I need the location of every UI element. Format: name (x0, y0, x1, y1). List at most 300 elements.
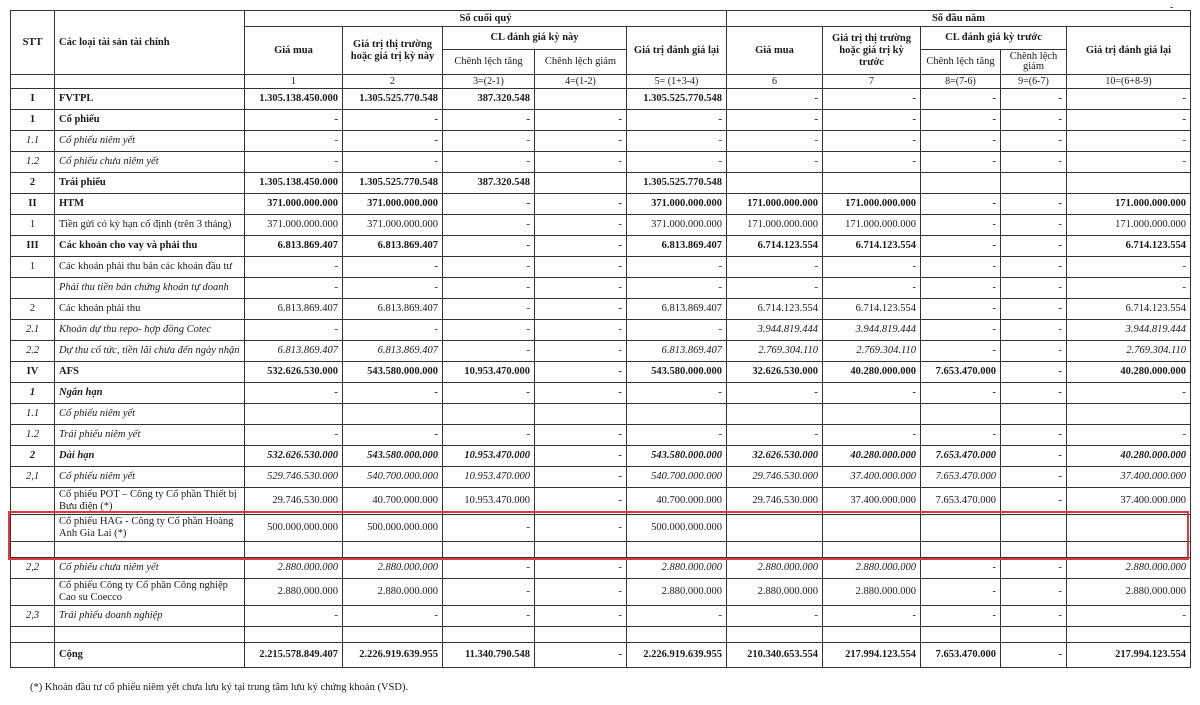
row-value: 32.626.530.000 (727, 446, 823, 467)
row-value: 2.880.000.000 (627, 558, 727, 579)
row-value: 387.320.548 (443, 173, 535, 194)
row-stt: 1 (11, 383, 55, 404)
row-value: - (1001, 362, 1067, 383)
row-value: 2.880.000.000 (727, 558, 823, 579)
row-value: 2.769.304.110 (823, 341, 921, 362)
row-value: - (727, 383, 823, 404)
table-row (11, 110, 1191, 131)
header-increase: Chênh lệch tăng (443, 50, 535, 75)
row-stt (11, 643, 55, 668)
row-stt: III (11, 236, 55, 257)
row-value (1001, 542, 1067, 558)
column-number: 10=(6+8-9) (1067, 75, 1191, 89)
row-value: - (921, 152, 1001, 173)
row-value: - (443, 299, 535, 320)
row-value: 171.000.000.000 (823, 215, 921, 236)
row-value: - (535, 606, 627, 627)
row-value: 7.653.470.000 (921, 446, 1001, 467)
row-value: - (443, 278, 535, 299)
row-value: 6.813.869.407 (245, 299, 343, 320)
row-value (343, 627, 443, 643)
row-value (443, 404, 535, 425)
row-value (727, 515, 823, 542)
row-value: - (245, 152, 343, 173)
row-value: 11.340.790.548 (443, 643, 535, 668)
row-value: 6.714.123.554 (727, 236, 823, 257)
row-name: Phải thu tiền bán chứng khoán tự doanh (55, 278, 245, 299)
row-value: - (1001, 558, 1067, 579)
row-name: Cổ phiếu niêm yết (55, 131, 245, 152)
row-value: - (535, 152, 627, 173)
row-value (727, 173, 823, 194)
row-name: Trái phiếu niêm yết (55, 425, 245, 446)
row-value: 6.813.869.407 (627, 236, 727, 257)
row-value: 1.305.525.770.548 (343, 89, 443, 110)
row-value: - (1001, 467, 1067, 488)
header-market-value-current: Giá trị thị trường hoặc giá trị kỳ này (343, 27, 443, 75)
header-start-year: Số đầu năm (727, 11, 1191, 27)
row-value (1001, 173, 1067, 194)
header-revalued: Giá trị đánh giá lại (627, 27, 727, 75)
row-value: - (823, 425, 921, 446)
row-name: HTM (55, 194, 245, 215)
row-value: - (727, 257, 823, 278)
row-value: 2.880.000.000 (343, 579, 443, 606)
row-value: 6.714.123.554 (727, 299, 823, 320)
row-value: - (245, 425, 343, 446)
table-row (11, 89, 1191, 110)
row-value: - (245, 278, 343, 299)
financial-assets-table (10, 10, 1191, 668)
row-value: - (245, 257, 343, 278)
row-value: 29.746.530.000 (727, 488, 823, 515)
row-value: - (627, 278, 727, 299)
row-value: - (535, 131, 627, 152)
row-value: 6.813.869.407 (627, 341, 727, 362)
row-value: 532.626.530.000 (245, 362, 343, 383)
row-value: 3.944.819.444 (823, 320, 921, 341)
row-value: 500.000.000.000 (343, 515, 443, 542)
row-value: 10.953.470.000 (443, 488, 535, 515)
row-value (245, 404, 343, 425)
row-value: - (1001, 194, 1067, 215)
row-value (727, 542, 823, 558)
row-value: - (443, 558, 535, 579)
table-row (11, 152, 1191, 173)
row-value (921, 404, 1001, 425)
row-value (921, 542, 1001, 558)
row-value: - (443, 341, 535, 362)
column-number: 8=(7-6) (921, 75, 1001, 89)
row-value (1001, 515, 1067, 542)
row-value: - (343, 383, 443, 404)
row-value: 40.280.000.000 (823, 362, 921, 383)
row-name: Cổ phiếu chưa niêm yết (55, 152, 245, 173)
row-value: - (921, 425, 1001, 446)
table-row (11, 236, 1191, 257)
row-value: - (823, 89, 921, 110)
table-row (11, 194, 1191, 215)
row-value: - (921, 606, 1001, 627)
row-value: 32.626.530.000 (727, 362, 823, 383)
row-value: - (823, 257, 921, 278)
row-value (535, 542, 627, 558)
row-value: - (727, 131, 823, 152)
row-value: 543.580.000.000 (627, 446, 727, 467)
row-value: - (535, 215, 627, 236)
row-value: 2.880.000.000 (1067, 558, 1191, 579)
row-stt (11, 488, 55, 515)
row-name: Khoản dự thu repo- hợp đồng Cotec (55, 320, 245, 341)
row-value: 10.953.470.000 (443, 362, 535, 383)
row-value: - (1001, 89, 1067, 110)
row-value (627, 627, 727, 643)
footnote: (*) Khoản đầu tư cổ phiếu niêm yết chưa lưu ký tại trung tâm lưu ký chứng khoán (VSD). (30, 682, 409, 693)
row-stt: 1.1 (11, 404, 55, 425)
header-stt: STT (11, 11, 55, 75)
row-value: - (1001, 278, 1067, 299)
column-number: 5= (1+3-4) (627, 75, 727, 89)
row-value: 540.700.000.000 (627, 467, 727, 488)
row-value: 371.000.000.000 (343, 215, 443, 236)
row-stt: 2 (11, 299, 55, 320)
table-row (11, 542, 1191, 558)
row-value: - (1001, 446, 1067, 467)
table-row (11, 515, 1191, 542)
row-value (245, 627, 343, 643)
row-value: - (627, 425, 727, 446)
row-value: - (245, 131, 343, 152)
row-value: 371.000.000.000 (343, 194, 443, 215)
row-value: - (727, 110, 823, 131)
row-value: - (443, 236, 535, 257)
row-value: - (535, 425, 627, 446)
header-category: Các loại tài sản tài chính (55, 11, 245, 75)
row-value: - (343, 257, 443, 278)
row-name: Dự thu cổ tức, tiền lãi chưa đến ngày nhận (55, 341, 245, 362)
table-row (11, 215, 1191, 236)
row-value: 2.880.000.000 (823, 579, 921, 606)
row-value: 543.580.000.000 (343, 446, 443, 467)
row-value: 7.653.470.000 (921, 643, 1001, 668)
row-value: 171.000.000.000 (1067, 215, 1191, 236)
row-value: - (823, 383, 921, 404)
row-value: - (443, 515, 535, 542)
row-value: - (1001, 257, 1067, 278)
row-value: 2.880.000.000 (627, 579, 727, 606)
header-cl-prior: CL đánh giá kỳ trước (921, 27, 1067, 50)
row-name: Trái phiếu doanh nghiệp (55, 606, 245, 627)
row-stt: 1.2 (11, 152, 55, 173)
row-value: 37.400.000.000 (823, 467, 921, 488)
column-number: 6 (727, 75, 823, 89)
row-value: 7.653.470.000 (921, 488, 1001, 515)
row-value (921, 173, 1001, 194)
row-value (627, 542, 727, 558)
header-purchase-value-prior: Giá mua (727, 27, 823, 75)
row-name: Cổ phiếu niêm yết (55, 404, 245, 425)
row-value: - (535, 643, 627, 668)
row-value: 2.880.000.000 (1067, 579, 1191, 606)
row-value: 29.746.530.000 (727, 467, 823, 488)
row-value (823, 627, 921, 643)
row-value: - (727, 606, 823, 627)
row-value: 171.000.000.000 (823, 194, 921, 215)
row-stt: II (11, 194, 55, 215)
table-row (11, 278, 1191, 299)
row-value: - (1001, 341, 1067, 362)
row-value: - (1067, 89, 1191, 110)
row-value: - (443, 257, 535, 278)
row-value: 40.700.000.000 (343, 488, 443, 515)
row-value: - (921, 579, 1001, 606)
row-value: - (1001, 236, 1067, 257)
table-row (11, 383, 1191, 404)
row-value: - (443, 425, 535, 446)
row-stt: 1 (11, 110, 55, 131)
row-value: - (627, 257, 727, 278)
table-row (11, 606, 1191, 627)
row-value: - (627, 131, 727, 152)
row-value (1001, 627, 1067, 643)
row-name: Ngắn hạn (55, 383, 245, 404)
row-value: - (627, 383, 727, 404)
row-value: - (443, 383, 535, 404)
row-value (1067, 515, 1191, 542)
row-value: - (443, 110, 535, 131)
row-value: - (343, 131, 443, 152)
row-stt: IV (11, 362, 55, 383)
table-row (11, 173, 1191, 194)
row-value: 217.994.123.554 (1067, 643, 1191, 668)
row-name: Các khoản phải thu (55, 299, 245, 320)
row-value: - (823, 131, 921, 152)
row-value: - (627, 110, 727, 131)
row-value: - (443, 606, 535, 627)
row-value: 7.653.470.000 (921, 467, 1001, 488)
table-row (11, 425, 1191, 446)
column-number-row (11, 75, 1191, 89)
row-value: - (921, 383, 1001, 404)
column-number: 7 (823, 75, 921, 89)
row-value: - (535, 515, 627, 542)
row-value (1067, 627, 1191, 643)
row-value (823, 404, 921, 425)
row-value: 3.944.819.444 (1067, 320, 1191, 341)
row-value: - (823, 278, 921, 299)
row-value: - (921, 320, 1001, 341)
row-value: - (535, 558, 627, 579)
row-value: - (443, 215, 535, 236)
row-value: - (1067, 152, 1191, 173)
row-name: Cổ phiếu niêm yết (55, 467, 245, 488)
row-value (823, 173, 921, 194)
table-body (11, 89, 1191, 668)
row-value: - (823, 110, 921, 131)
row-value: - (921, 236, 1001, 257)
row-value: - (245, 110, 343, 131)
row-value: - (1001, 383, 1067, 404)
row-value: - (343, 278, 443, 299)
row-value: 2.880.000.000 (245, 558, 343, 579)
column-number: 3=(2-1) (443, 75, 535, 89)
header-decrease: Chênh lệch giảm (535, 50, 627, 75)
row-value: 371.000.000.000 (245, 215, 343, 236)
row-value: 40.280.000.000 (1067, 362, 1191, 383)
row-value: - (535, 320, 627, 341)
row-value: - (535, 299, 627, 320)
row-value: 2.215.578.849.407 (245, 643, 343, 668)
row-value: - (921, 257, 1001, 278)
row-value: 371.000.000.000 (245, 194, 343, 215)
row-value: - (245, 606, 343, 627)
row-value: - (1001, 643, 1067, 668)
row-value (1067, 404, 1191, 425)
row-value: - (443, 579, 535, 606)
row-stt (11, 627, 55, 643)
row-value: - (727, 89, 823, 110)
row-value: - (627, 606, 727, 627)
row-name: AFS (55, 362, 245, 383)
row-value: - (921, 341, 1001, 362)
row-stt: I (11, 89, 55, 110)
row-value: - (535, 362, 627, 383)
table-row (11, 320, 1191, 341)
table-row (11, 558, 1191, 579)
row-value: 2.880.000.000 (823, 558, 921, 579)
row-value (535, 89, 627, 110)
column-number: 4=(1-2) (535, 75, 627, 89)
row-value: - (535, 467, 627, 488)
row-value (535, 173, 627, 194)
row-name: Cổ phiếu chưa niêm yết (55, 558, 245, 579)
row-value (921, 515, 1001, 542)
table-row (11, 488, 1191, 515)
row-value (535, 627, 627, 643)
row-value: - (727, 152, 823, 173)
header-market-value-prior: Giá trị thị trường hoặc giá trị kỳ trước (823, 27, 921, 75)
table-row (11, 131, 1191, 152)
row-value: 6.813.869.407 (343, 341, 443, 362)
row-value: - (343, 110, 443, 131)
row-stt: 1.2 (11, 425, 55, 446)
row-value: - (245, 383, 343, 404)
row-value: 543.580.000.000 (343, 362, 443, 383)
header-increase-prior: Chênh lệch tăng (921, 50, 1001, 75)
row-value: 1.305.525.770.548 (627, 89, 727, 110)
row-value: - (343, 606, 443, 627)
row-value (343, 404, 443, 425)
row-value: - (921, 131, 1001, 152)
row-value: - (343, 152, 443, 173)
row-value: - (1001, 110, 1067, 131)
row-value: - (1001, 320, 1067, 341)
row-value: - (627, 152, 727, 173)
row-value: - (1001, 579, 1067, 606)
row-stt: 2,3 (11, 606, 55, 627)
row-name: Dài hạn (55, 446, 245, 467)
row-value: 2.880.000.000 (727, 579, 823, 606)
table-row (11, 257, 1191, 278)
row-value: - (535, 278, 627, 299)
row-value: - (535, 110, 627, 131)
row-value: - (1001, 215, 1067, 236)
row-value: 6.714.123.554 (1067, 299, 1191, 320)
table-row (11, 579, 1191, 606)
row-value: 210.340.653.554 (727, 643, 823, 668)
row-value: - (921, 110, 1001, 131)
row-value: 2.880.000.000 (245, 579, 343, 606)
row-stt: 2,1 (11, 467, 55, 488)
row-value: 10.953.470.000 (443, 446, 535, 467)
row-value: 40.280.000.000 (823, 446, 921, 467)
row-stt: 2.2 (11, 341, 55, 362)
row-value: - (535, 194, 627, 215)
header-end-quarter: Số cuối quý (245, 11, 727, 27)
row-value (343, 542, 443, 558)
row-stt: 2.1 (11, 320, 55, 341)
row-value: - (245, 320, 343, 341)
row-value: - (1001, 488, 1067, 515)
row-value: 529.746.530.000 (245, 467, 343, 488)
row-value: 37.400.000.000 (1067, 488, 1191, 515)
row-value: - (343, 425, 443, 446)
row-value (921, 627, 1001, 643)
row-value: 40.700.000.000 (627, 488, 727, 515)
row-value (727, 627, 823, 643)
row-value: 1.305.525.770.548 (627, 173, 727, 194)
row-value: - (727, 278, 823, 299)
column-number: 2 (343, 75, 443, 89)
row-value: - (627, 320, 727, 341)
row-value: 6.714.123.554 (823, 236, 921, 257)
table-row (11, 341, 1191, 362)
row-value: - (1001, 131, 1067, 152)
row-value: 2.769.304.110 (727, 341, 823, 362)
row-value: 2.226.919.639.955 (343, 643, 443, 668)
row-name: Cộng (55, 643, 245, 668)
row-value: 387.320.548 (443, 89, 535, 110)
header-revalued-prior: Giá trị đánh giá lại (1067, 27, 1191, 75)
row-value: - (1067, 131, 1191, 152)
row-value: 532.626.530.000 (245, 446, 343, 467)
column-number: 9=(6-7) (1001, 75, 1067, 89)
row-value: 1.305.525.770.548 (343, 173, 443, 194)
table-header (11, 11, 1191, 89)
row-value: 10.953.470.000 (443, 467, 535, 488)
column-number: 1 (245, 75, 343, 89)
row-value: 37.400.000.000 (1067, 467, 1191, 488)
row-value: 6.813.869.407 (245, 341, 343, 362)
row-value: 6.813.869.407 (245, 236, 343, 257)
row-name: Các khoản cho vay và phải thu (55, 236, 245, 257)
row-value: - (921, 299, 1001, 320)
row-value: - (1001, 425, 1067, 446)
row-value: - (921, 558, 1001, 579)
row-value: - (1067, 383, 1191, 404)
row-value: - (1001, 299, 1067, 320)
row-value: 1.305.138.450.000 (245, 89, 343, 110)
row-value: - (823, 152, 921, 173)
row-value: - (823, 606, 921, 627)
row-stt: 1 (11, 257, 55, 278)
row-value: - (1067, 257, 1191, 278)
row-stt: 1.1 (11, 131, 55, 152)
row-value: - (535, 488, 627, 515)
row-value: 500.000.000.000 (245, 515, 343, 542)
row-stt (11, 579, 55, 606)
row-name: Tiền gửi có kỳ hạn cố định (trên 3 tháng) (55, 215, 245, 236)
